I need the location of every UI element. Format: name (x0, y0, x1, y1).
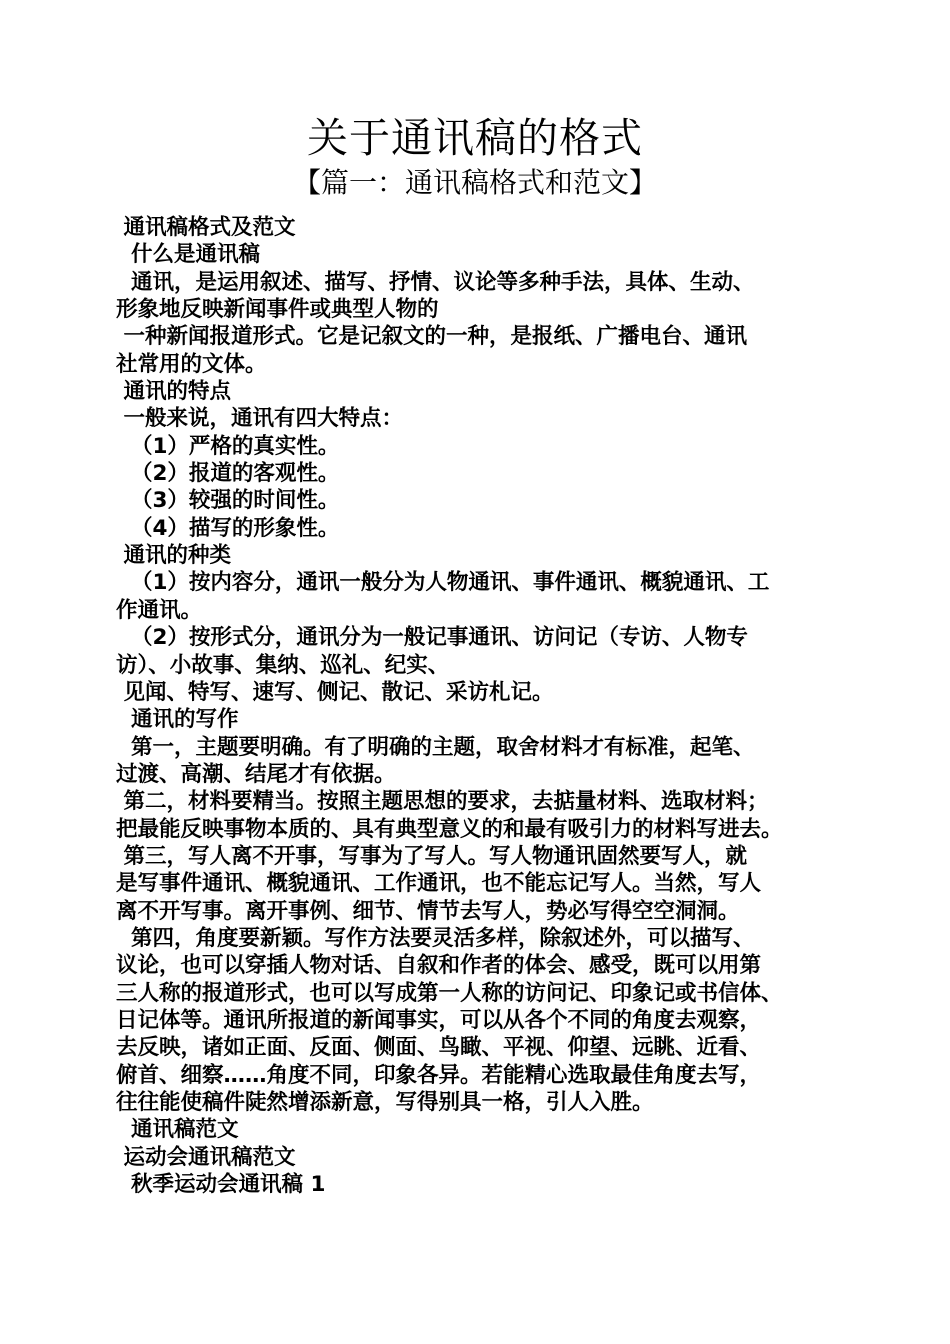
document-subtitle: 【篇一：通讯稿格式和范文】 (292, 166, 657, 199)
text-line: 俯首、细察……角度不同，印象各异。若能精心选取最佳角度去写， (116, 1062, 762, 1088)
text-line: 什么是通讯稿 (116, 242, 260, 268)
text-line: 离不开写事。离开事例、细节、情节去写人，势必写得空空洞洞。 (116, 898, 740, 924)
text-line: 是写事件通讯、概貌通讯、工作通讯，也不能忘记写人。当然，写人 (116, 871, 762, 897)
text-line: 第三，写人离不开事，写事为了写人。写人物通讯固然要写人，就 (116, 843, 747, 869)
text-line: 第四，角度要新颖。写作方法要灵活多样，除叙述外，可以描写、 (116, 925, 755, 951)
text-line: 社常用的文体。 (116, 351, 267, 377)
text-line: （4）描写的形象性。 (116, 515, 340, 541)
text-line: 形象地反映新闻事件或典型人物的 (116, 297, 439, 323)
text-line: （2）按形式分，通讯分为一般记事通讯、访问记（专访、人物专 (116, 625, 748, 651)
text-line: 过渡、高潮、结尾才有依据。 (116, 761, 396, 787)
text-line: （1）按内容分，通讯一般分为人物通讯、事件通讯、概貌通讯、工 (116, 570, 770, 596)
text-line: 把最能反映事物本质的、具有典型意义的和最有吸引力的材料写进去。 (116, 816, 783, 842)
text-line: 一种新闻报道形式。它是记叙文的一种，是报纸、广播电台、通讯 (116, 324, 747, 350)
text-line: 运动会通讯稿范文 (116, 1144, 296, 1170)
text-line: 通讯的写作 (116, 707, 239, 733)
text-line: （1）严格的真实性。 (116, 433, 340, 459)
text-line: 去反映，诸如正面、反面、侧面、鸟瞰、平视、仰望、远眺、近看、 (116, 1035, 762, 1061)
text-line: （2）报道的客观性。 (116, 461, 340, 487)
text-line: 往往能使稿件陡然增添新意，写得别具一格，引人入胜。 (116, 1090, 654, 1115)
text-line: 通讯稿格式及范文 (116, 215, 296, 240)
text-line: 通讯，是运用叙述、描写、抒情、议论等多种手法，具体、生动、 (116, 269, 755, 295)
text-line: 三人称的报道形式，也可以写成第一人称的访问记、印象记或书信体、 (116, 980, 783, 1006)
text-line: 见闻、特写、速写、侧记、散记、采访札记。 (116, 679, 554, 705)
text-line: 作通讯。 (116, 597, 203, 623)
text-line: 通讯的特点 (116, 379, 231, 405)
text-line: （3）较强的时间性。 (116, 488, 340, 514)
text-line: 访）、小故事、集纳、巡礼、纪实、 (116, 652, 450, 678)
text-line: 第二，材料要精当。按照主题思想的要求，去掂量材料、选取材料； (116, 789, 769, 815)
text-line: 第一，主题要明确。有了明确的主题，取舍材料才有标准，起笔、 (116, 734, 755, 760)
text-line: 通讯稿范文 (116, 1117, 239, 1143)
text-line: 秋季运动会通讯稿 1 (116, 1172, 326, 1198)
document-title: 关于通讯稿的格式 (307, 114, 643, 162)
text-line: 一般来说，通讯有四大特点： (116, 406, 403, 432)
text-line: 议论，也可以穿插人物对话、自叙和作者的体会、感受，既可以用第 (116, 953, 762, 979)
text-line: 日记体等。通讯所报道的新闻事实，可以从各个不同的角度去观察， (116, 1007, 762, 1033)
document-body (116, 214, 856, 1198)
text-line: 通讯的种类 (116, 543, 231, 569)
